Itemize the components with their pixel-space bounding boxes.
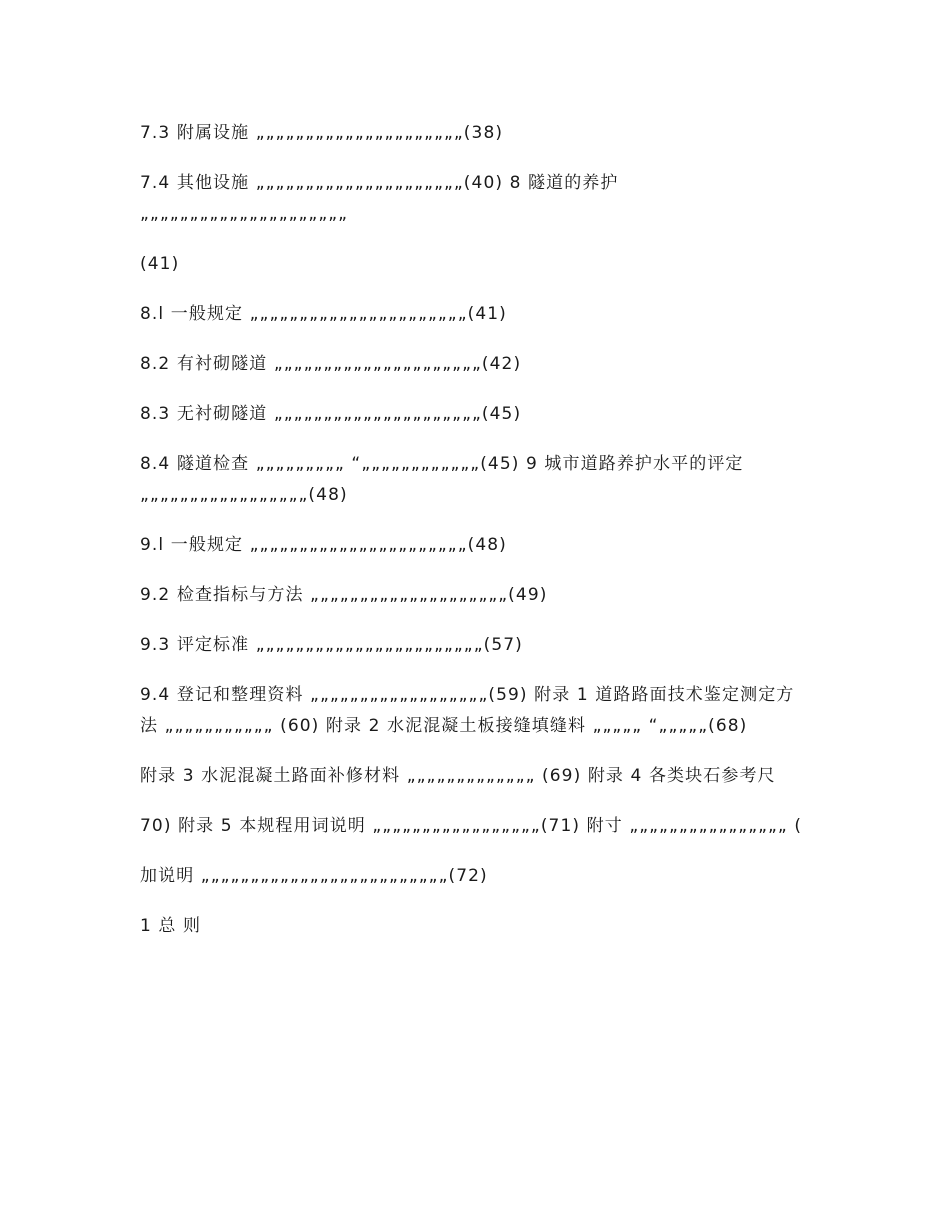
toc-entry-page-41: (41): [140, 254, 180, 274]
toc-entry-9-2: 9.2 检查指标与方法 „„„„„„„„„„„„„„„„„„„„(49): [140, 585, 548, 605]
toc-entry-8-1: 8.l 一般规定 „„„„„„„„„„„„„„„„„„„„„„(41): [140, 304, 507, 324]
toc-content: [140, 118, 808, 961]
toc-entry-9-4: 9.4 登记和整理资料 „„„„„„„„„„„„„„„„„„(59) 附录 1 道路路面技术鉴定测定方法 „„„„„„„„„„„ (60) 附录 2 水泥混凝土板接缝填缝料 „„„„„ “„„„„„(68): [140, 685, 795, 736]
toc-entry-7-3: 7.3 附属设施 „„„„„„„„„„„„„„„„„„„„„(38): [140, 123, 504, 143]
toc-entry-8-3: 8.3 无衬砌隧道 „„„„„„„„„„„„„„„„„„„„„(45): [140, 404, 522, 424]
toc-entry-appendix-5: 70) 附录 5 本规程用词说明 „„„„„„„„„„„„„„„„„(71) 附寸 „„„„„„„„„„„„„„„„ (: [140, 816, 803, 836]
toc-entry-9-1: 9.l 一般规定 „„„„„„„„„„„„„„„„„„„„„„(48): [140, 535, 507, 555]
toc-entry-appendix-3: 附录 3 水泥混凝土路面补修材料 „„„„„„„„„„„„„ (69) 附录 4 各类块石参考尺: [140, 766, 776, 786]
toc-entry-8-4: 8.4 隧道检查 „„„„„„„„„ “„„„„„„„„„„„„(45) 9 城市道路养护水平的评定 „„„„„„„„„„„„„„„„„(48): [140, 454, 744, 505]
toc-entry-8-2: 8.2 有衬砌隧道 „„„„„„„„„„„„„„„„„„„„„(42): [140, 354, 522, 374]
toc-entry-9-3: 9.3 评定标准 „„„„„„„„„„„„„„„„„„„„„„„(57): [140, 635, 523, 655]
chapter-heading: 1 总 则: [140, 916, 202, 936]
toc-entry-notes: 加说明 „„„„„„„„„„„„„„„„„„„„„„„„„(72): [140, 866, 488, 886]
toc-entry-7-4: 7.4 其他设施 „„„„„„„„„„„„„„„„„„„„„(40) 8 隧道的养护 „„„„„„„„„„„„„„„„„„„„„: [140, 173, 619, 224]
